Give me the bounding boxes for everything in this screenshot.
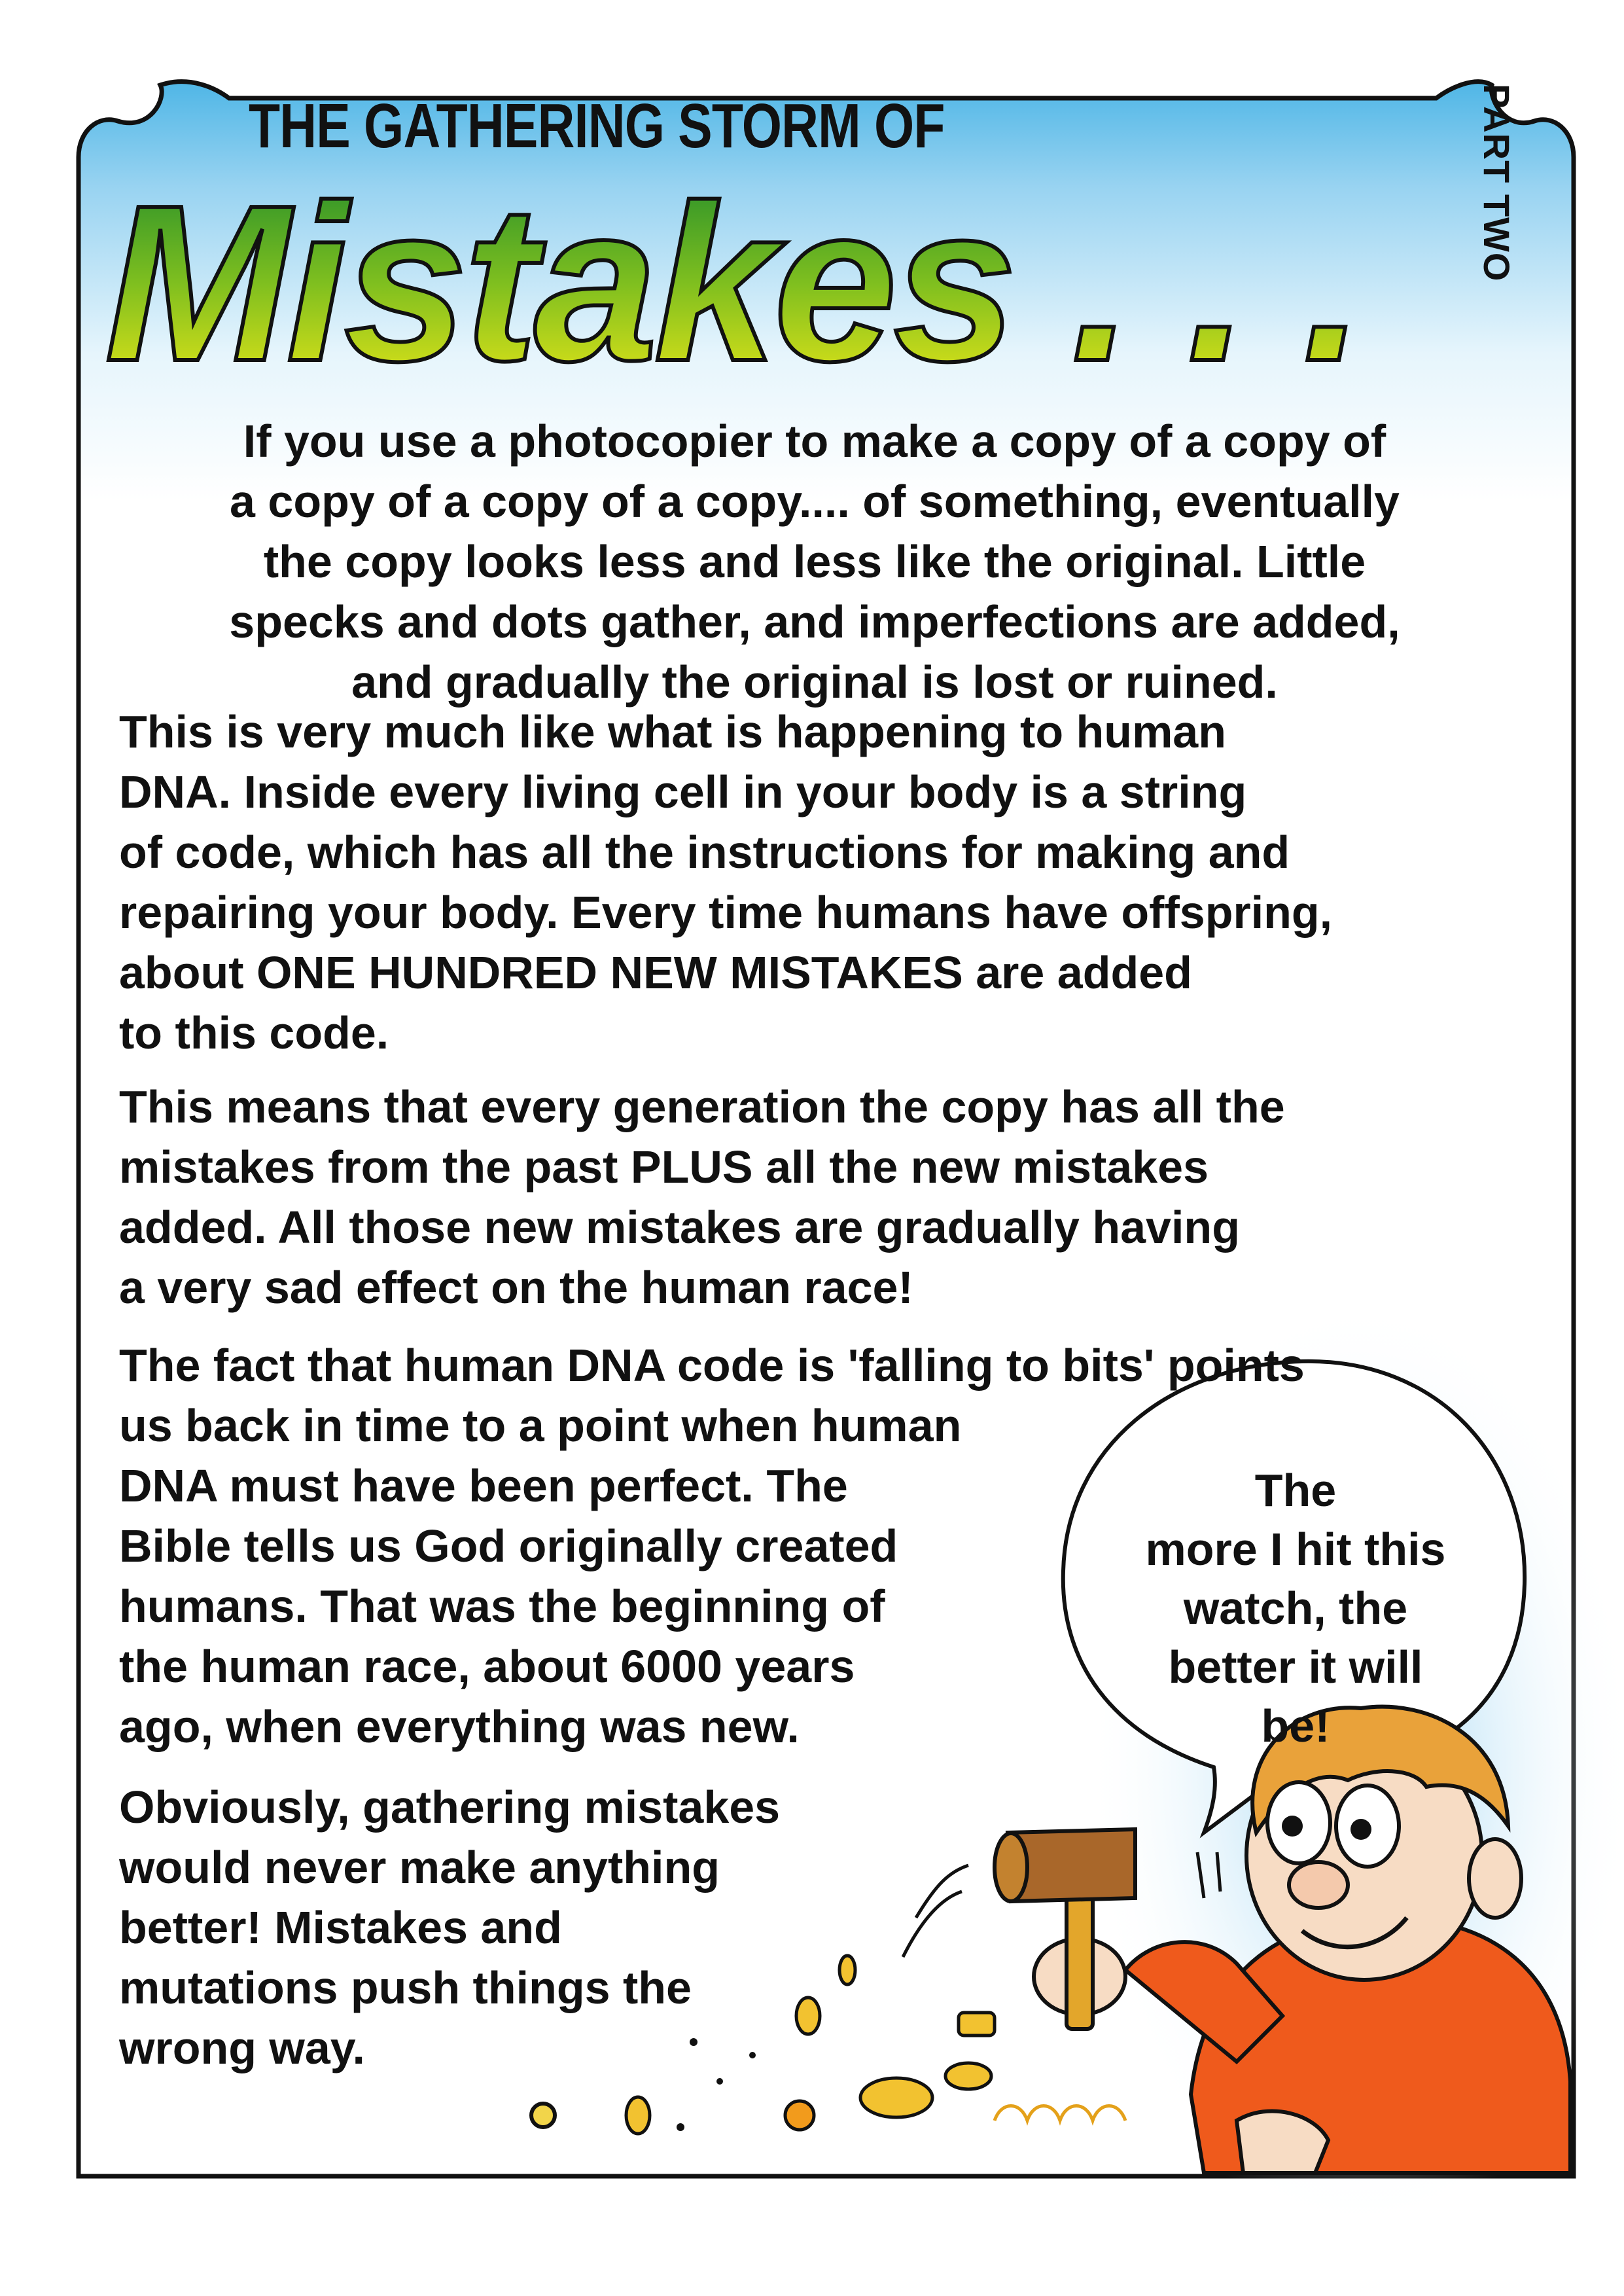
generation-paragraph (119, 1077, 1513, 1318)
dna-line: to this code. (119, 1007, 389, 1058)
fact-line: DNA must have been perfect. The (119, 1460, 848, 1511)
bubble-line: The (1254, 1465, 1337, 1516)
obviously-line: mutations push things the (119, 1962, 692, 2013)
fact-line: The fact that human DNA code is 'falling to bits' points (119, 1340, 1305, 1391)
obviously-line: wrong way. (119, 2022, 365, 2073)
generation-line: This means that every generation the copy has all the (119, 1081, 1285, 1132)
dna-line: of code, which has all the instructions for making and (119, 827, 1290, 878)
bubble-line: more I hit this (1145, 1524, 1446, 1575)
obviously-line: would never make anything (119, 1842, 720, 1893)
generation-line: a very sad effect on the human race! (119, 1262, 913, 1313)
part-two-label: PART TWO (1476, 84, 1517, 282)
fact-line: humans. That was the beginning of (119, 1581, 885, 1632)
fact-line: the human race, about 6000 years (119, 1641, 855, 1692)
dna-paragraph (119, 702, 1513, 1063)
intro-line: a copy of a copy of a copy.... of something, eventually (230, 476, 1400, 527)
obviously-paragraph (119, 1777, 970, 2078)
bubble-line: be! (1261, 1700, 1330, 1751)
obviously-line: Obviously, gathering mistakes (119, 1782, 781, 1833)
dna-line: This is very much like what is happening to human (119, 706, 1226, 757)
fact-line: Bible tells us God originally created (119, 1520, 898, 1571)
title-mistakes (98, 164, 1505, 425)
intro-line: specks and dots gather, and imperfections are added, (229, 596, 1400, 647)
fact-line: ago, when everything was new. (119, 1701, 800, 1752)
dna-line: DNA. Inside every living cell in your body is a string (119, 766, 1247, 817)
intro-line: the copy looks less and less like the original. Little (263, 536, 1366, 587)
generation-line: mistakes from the past PLUS all the new mistakes (119, 1141, 1209, 1193)
fact-line: us back in time to a point when human (119, 1400, 962, 1451)
dna-line: repairing your body. Every time humans have offspring, (119, 887, 1333, 938)
speech-bubble-text (1073, 1461, 1518, 1755)
title-kicker: THE GATHERING STORM OF (249, 91, 945, 161)
intro-paragraph (124, 411, 1505, 712)
generation-line: added. All those new mistakes are gradually having (119, 1202, 1240, 1253)
dna-line: about ONE HUNDRED NEW MISTAKES are added (119, 947, 1192, 998)
intro-line: If you use a photocopier to make a copy of a copy of (243, 416, 1386, 467)
title-mistakes-text: Mistakes . . . (105, 164, 1361, 408)
bubble-line: better it will (1168, 1641, 1423, 1693)
bubble-line: watch, the (1183, 1583, 1408, 1634)
intro-line: and gradually the original is lost or ruined. (351, 656, 1278, 708)
obviously-line: better! Mistakes and (119, 1902, 562, 1953)
